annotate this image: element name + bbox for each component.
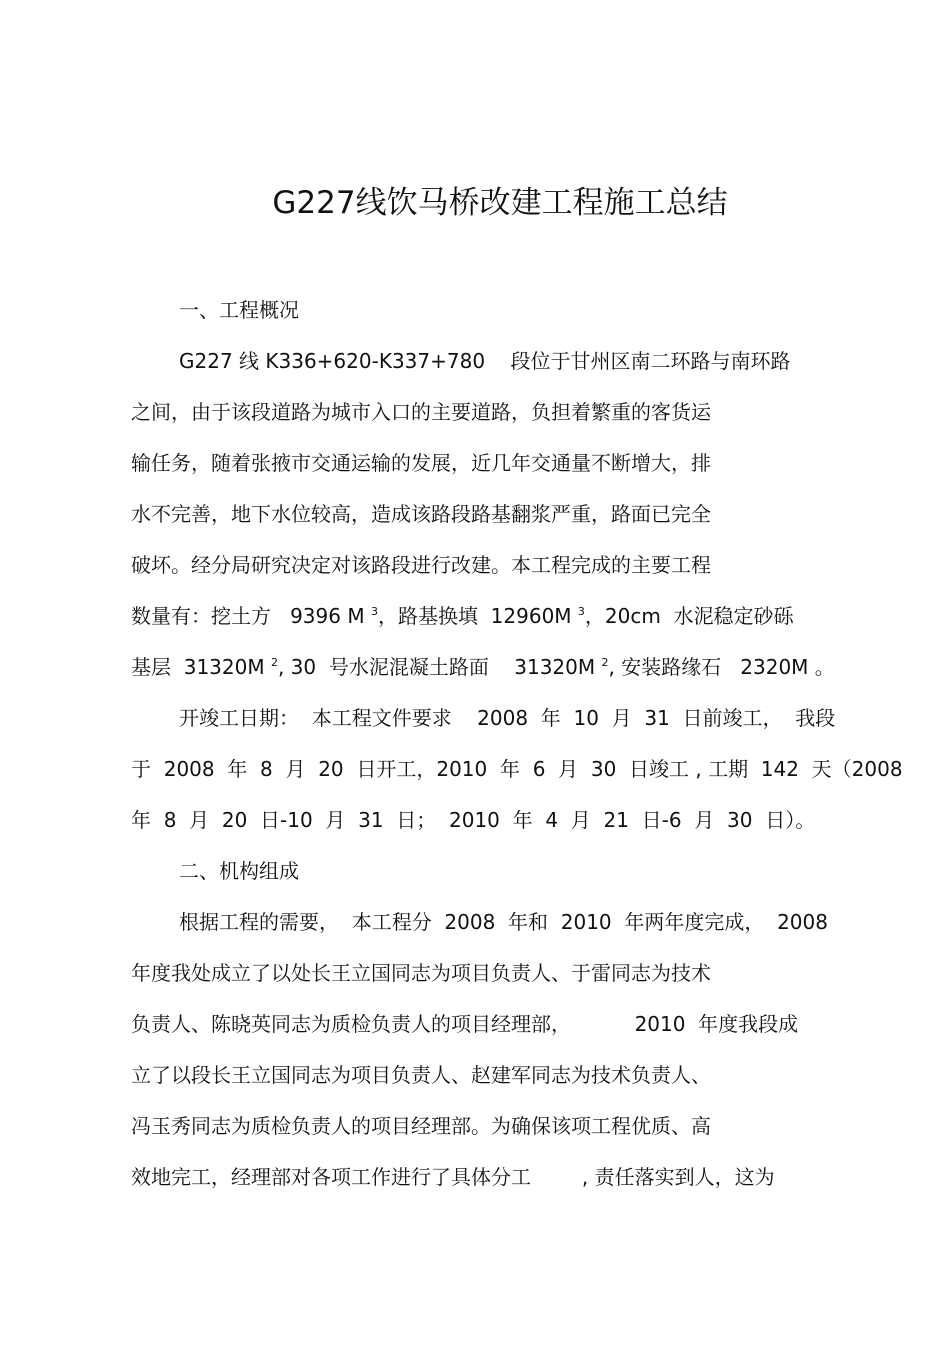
paragraph-line-quantities bbox=[131, 602, 794, 630]
superscript-unit: 3 bbox=[370, 605, 378, 618]
paragraph-line: 之间，由于该段道路为城市入口的主要道路，负担着繁重的客货运 bbox=[131, 400, 711, 424]
paragraph-line: 年度我处成立了以处长王立国同志为项目负责人、于雷同志为技术 bbox=[131, 961, 711, 985]
paragraph-line: 年 8 月 20 日-10 月 31 日； 2010 年 4 月 21 日-6 月 30 日）。 bbox=[131, 808, 816, 832]
section-heading-organization: 二、机构组成 bbox=[179, 859, 299, 883]
superscript-unit: 3 bbox=[577, 605, 585, 618]
paragraph-line: 水不完善，地下水位较高，造成该路段路基翻浆严重，路面已完全 bbox=[131, 502, 711, 526]
paragraph-line: 效地完工，经理部对各项工作进行了具体分工 , 责任落实到人，这为 bbox=[131, 1165, 775, 1189]
paragraph-line: 于 2008 年 8 月 20 日开工，2010 年 6 月 30 日竣工 , 工期 142 天（2008 bbox=[131, 757, 903, 781]
section-heading-overview: 一、工程概况 bbox=[179, 298, 299, 322]
page-title: G227线饮马桥改建工程施工总结 bbox=[272, 185, 728, 221]
paragraph-line: 开竣工日期： 本工程文件要求 2008 年 10 月 31 日前竣工， 我段 bbox=[179, 706, 836, 730]
text-span: ，20cm 水泥稳定砂砾 bbox=[584, 604, 794, 628]
paragraph-line: 冯玉秀同志为质检负责人的项目经理部。为确保该项工程优质、高 bbox=[131, 1114, 711, 1138]
paragraph-line-quantities bbox=[131, 653, 835, 681]
superscript-unit: 2 bbox=[270, 656, 278, 669]
paragraph-line: 根据工程的需要， 本工程分 2008 年和 2010 年两年度完成， 2008 bbox=[179, 910, 828, 934]
text-span: 数量有：挖土方 9396 M bbox=[131, 604, 371, 628]
text-span: , 30 号水泥混凝土路面 31320M bbox=[277, 655, 602, 679]
paragraph-line: 立了以段长王立国同志为项目负责人、赵建军同志为技术负责人、 bbox=[131, 1063, 711, 1087]
superscript-unit: 2 bbox=[601, 656, 609, 669]
paragraph-line: 输任务，随着张掖市交通运输的发展，近几年交通量不断增大，排 bbox=[131, 451, 711, 475]
paragraph-line: 负责人、陈晓英同志为质检负责人的项目经理部， 2010 年度我段成 bbox=[131, 1012, 799, 1036]
text-span: 基层 31320M bbox=[131, 655, 271, 679]
paragraph-line: G227 线 K336+620-K337+780 段位于甘州区南二环路与南环路 bbox=[179, 349, 791, 373]
text-span: ，路基换填 12960M bbox=[377, 604, 578, 628]
paragraph-line: 破坏。经分局研究决定对该路段进行改建。本工程完成的主要工程 bbox=[131, 553, 711, 577]
text-span: , 安装路缘石 2320M 。 bbox=[608, 655, 835, 679]
